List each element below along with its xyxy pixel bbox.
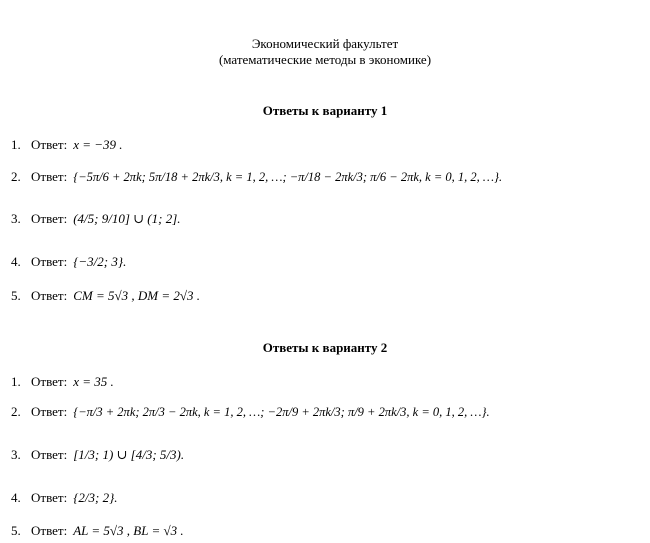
answer-number: 5. bbox=[11, 288, 21, 303]
answer-formula: (4/5; 9/10] ∪ (1; 2]. bbox=[73, 211, 181, 226]
answer-number: 4. bbox=[11, 490, 21, 505]
answer-formula: [1/3; 1) ∪ [4/3; 5/3). bbox=[73, 447, 185, 462]
answer-item bbox=[11, 443, 184, 467]
answer-formula: {−3/2; 3}. bbox=[73, 254, 127, 269]
answer-label: Ответ: bbox=[31, 211, 68, 226]
answer-label: Ответ: bbox=[31, 254, 68, 269]
answer-label: Ответ: bbox=[31, 523, 68, 538]
answer-formula: x = −39 . bbox=[73, 137, 123, 152]
answer-label: Ответ: bbox=[31, 447, 68, 462]
answer-formula: {−π/3 + 2πk; 2π/3 − 2πk, k = 1, 2, …; −2π/9 + 2πk/3; π/9 + 2πk/3, k = 0, 1, 2, …}. bbox=[73, 404, 490, 419]
answer-item bbox=[11, 486, 118, 510]
answer-label: Ответ: bbox=[31, 137, 68, 152]
answer-number: 5. bbox=[11, 523, 21, 538]
faculty-subtitle: (математические методы в экономике) bbox=[218, 52, 432, 67]
answer-label: Ответ: bbox=[31, 490, 68, 505]
answer-formula: CM = 5√3 , DM = 2√3 . bbox=[73, 288, 200, 303]
answer-label: Ответ: bbox=[31, 288, 68, 303]
answer-number: 1. bbox=[11, 137, 21, 152]
answer-number: 1. bbox=[11, 374, 21, 389]
answer-item bbox=[11, 400, 490, 424]
answer-formula: {2/3; 2}. bbox=[73, 490, 118, 505]
variant-1-title: Ответы к варианту 1 bbox=[262, 103, 388, 118]
answer-number: 2. bbox=[11, 404, 21, 419]
answer-number: 3. bbox=[11, 211, 21, 226]
answer-item bbox=[11, 250, 126, 274]
answer-item bbox=[11, 135, 123, 155]
answer-number: 2. bbox=[11, 169, 21, 184]
answer-formula: x = 35 . bbox=[73, 374, 114, 389]
answer-number: 4. bbox=[11, 254, 21, 269]
answer-item bbox=[11, 286, 200, 306]
answer-label: Ответ: bbox=[31, 169, 68, 184]
answer-item bbox=[11, 372, 114, 392]
answer-item bbox=[11, 165, 502, 189]
answer-label: Ответ: bbox=[31, 374, 68, 389]
answer-label: Ответ: bbox=[31, 404, 68, 419]
answer-formula: AL = 5√3 , BL = √3 . bbox=[73, 523, 184, 538]
answer-item bbox=[11, 207, 181, 231]
answer-formula: {−5π/6 + 2πk; 5π/18 + 2πk/3, k = 1, 2, …; −π/18 − 2πk/3; π/6 − 2πk, k = 0, 1, 2, …}. bbox=[73, 169, 503, 184]
answer-number: 3. bbox=[11, 447, 21, 462]
answer-item bbox=[11, 521, 184, 541]
faculty-title: Экономический факультет bbox=[251, 36, 399, 51]
variant-2-title: Ответы к варианту 2 bbox=[262, 340, 388, 355]
